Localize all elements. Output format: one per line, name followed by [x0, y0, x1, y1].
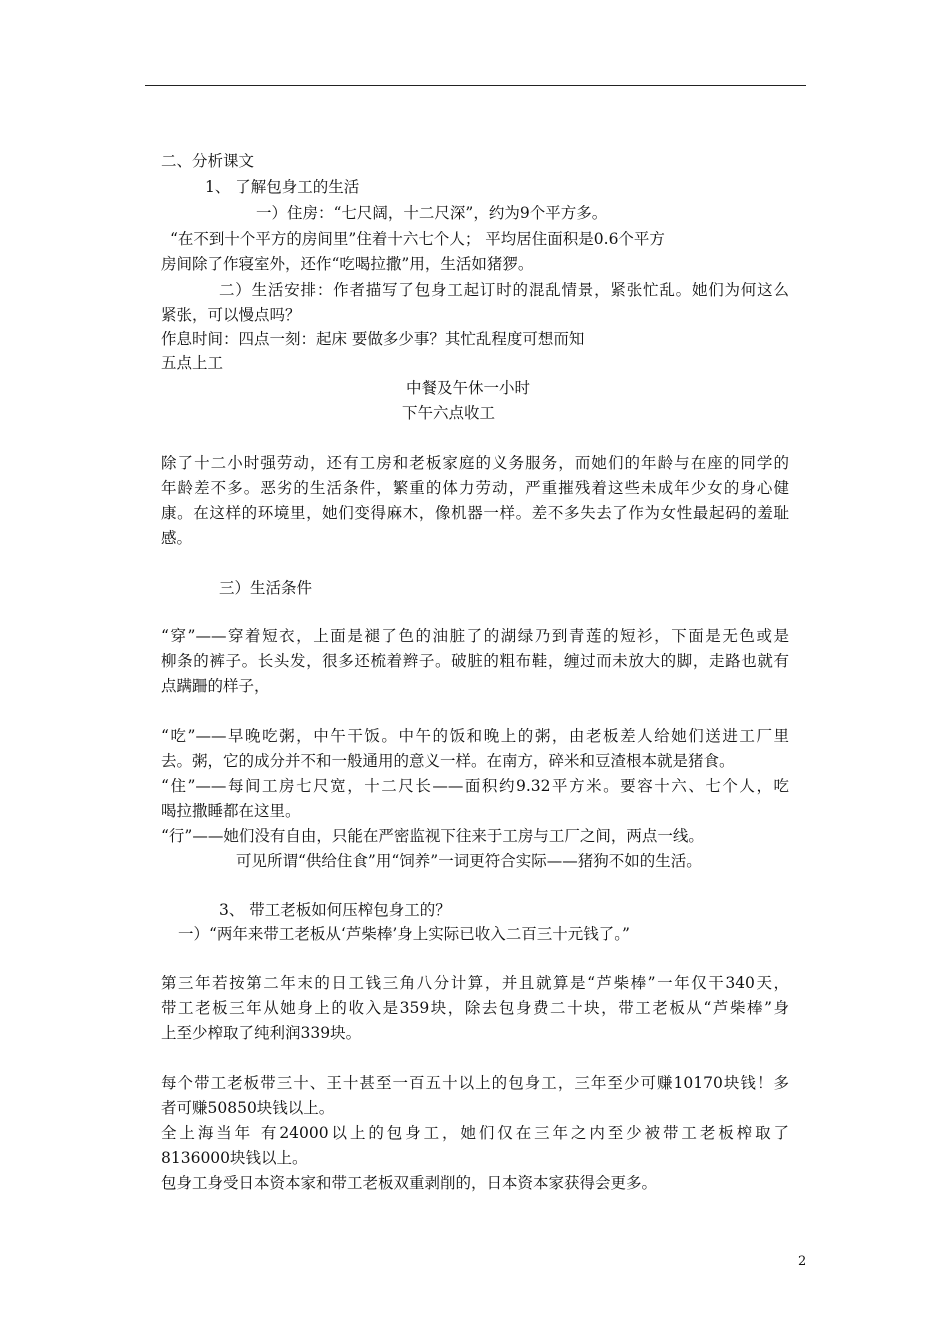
conclusion-line: 可见所谓“供给住食”用“饲养”一词更符合实际——猪狗不如的生活。 — [236, 852, 702, 870]
exploit-p4-line-1: 包身工身受日本资本家和带工老板双重剥削的，日本资本家获得会更多。 — [161, 1174, 658, 1192]
exploit-p1-line-2: 带工老板三年从她身上的收入是359块，除去包身费二十块，带工老板从“芦柴棒”身 — [161, 999, 789, 1017]
eat-line-2: 去。粥，它的成分并不和一般通用的意义一样。在南方，碎米和豆渣根本就是猪食。 — [161, 752, 735, 770]
conditions-title: 三）生活条件 — [219, 579, 313, 597]
live-line-2: 喝拉撒睡都在这里。 — [161, 802, 301, 820]
schedule-line-1: 二）生活安排：作者描写了包身工起订时的混乱情景，紧张忙乱。她们为何这么 — [219, 281, 789, 299]
exploit-title: 一）“两年来带工老板从‘芦柴棒’身上实际已收入二百三十元钱了。” — [178, 925, 630, 943]
header-rule — [145, 85, 806, 86]
schedule-line-3: 作息时间：四点一刻：起床 要做多少事？其忙乱程度可想而知 — [161, 330, 585, 348]
exploit-p3-line-1: 全上海当年 有24000以上的包身工，她们仅在三年之内至少被带工老板榨取了 — [161, 1124, 789, 1142]
exploit-p2-line-2: 者可赚50850块钱以上。 — [161, 1099, 335, 1117]
live-line-1: “住”——每间工房七尺宽，十二尺长——面积约9.32平方米。要容十六、七个人，吃 — [161, 777, 789, 795]
exploit-p2-line-1: 每个带工老板带三十、王十甚至一百五十以上的包身工，三年至少可赚10170块钱！多 — [161, 1074, 789, 1092]
schedule-line-6: 下午六点收工 — [402, 404, 496, 422]
wear-line-3: 点蹒跚的样子， — [161, 677, 270, 695]
summary-line-2: 年龄差不多。恶劣的生活条件，繁重的体力劳动，严重摧残着这些未成年少女的身心健 — [161, 479, 789, 497]
eat-line-1: “吃”——早晚吃粥，中午干饭。中午的饭和晚上的粥，由老板差人给她们送进工厂里 — [161, 727, 789, 745]
schedule-line-4: 五点上工 — [161, 354, 224, 372]
wear-line-2: 柳条的裤子。长头发，很多还梳着辫子。破脏的粗布鞋，缠过而未放大的脚，走路也就有 — [161, 652, 789, 670]
subheading-3: 3、 带工老板如何压榨包身工的？ — [219, 901, 451, 919]
schedule-line-2: 紧张，可以慢点吗？ — [161, 306, 301, 324]
housing-title: 一）住房：“七尺阔，十二尺深”，约为9个平方多。 — [256, 204, 608, 222]
move-line-1: “行”——她们没有自由，只能在严密监视下往来于工房与工厂之间，两点一线。 — [161, 827, 704, 845]
wear-line-1: “穿”——穿着短衣，上面是褪了色的油脏了的湖绿乃到青莲的短衫，下面是无色或是 — [161, 627, 789, 645]
summary-line-4: 感。 — [161, 529, 193, 547]
housing-line-2: 房间除了作寝室外，还作“吃喝拉撒”用，生活如猪猡。 — [161, 255, 534, 273]
subheading-1: 1、 了解包身工的生活 — [205, 178, 360, 196]
section-heading: 二、分析课文 — [161, 152, 255, 170]
housing-line-1: “在不到十个平方的房间里”住着十六七个人； 平均居住面积是0.6个平方 — [170, 230, 665, 248]
exploit-p3-line-2: 8136000块钱以上。 — [161, 1149, 308, 1167]
summary-line-1: 除了十二小时强劳动，还有工房和老板家庭的义务服务，而她们的年龄与在座的同学的 — [161, 454, 789, 472]
page-number: 2 — [798, 1254, 807, 1269]
schedule-line-5: 中餐及午休一小时 — [406, 379, 531, 397]
exploit-p1-line-1: 第三年若按第二年末的日工钱三角八分计算，并且就算是“芦柴棒”一年仅干340天， — [161, 974, 789, 992]
summary-line-3: 康。在这样的环境里，她们变得麻木，像机器一样。差不多失去了作为女性最起码的羞耻 — [161, 504, 789, 522]
exploit-p1-line-3: 上至少榨取了纯利润339块。 — [161, 1024, 362, 1042]
